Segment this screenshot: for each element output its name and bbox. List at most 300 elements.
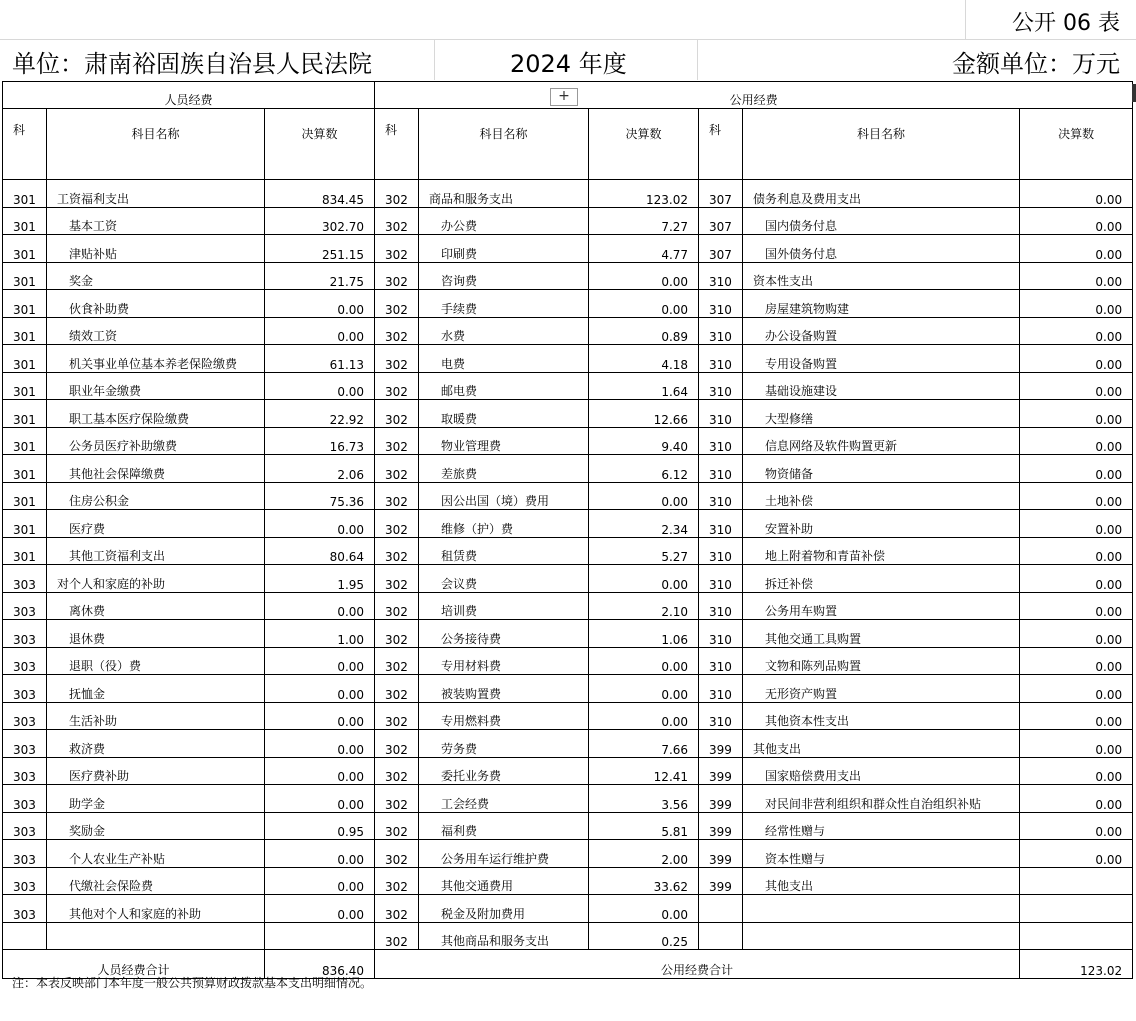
subject-code: 303: [3, 840, 47, 868]
final-amount: 0.00: [589, 702, 699, 730]
table-row: [3, 482, 1133, 510]
subject-name: 水费: [419, 317, 589, 345]
col-name: 科目名称: [743, 109, 1020, 180]
subject-name: 税金及附加费用: [419, 895, 589, 923]
subject-code: [3, 922, 47, 950]
table-row: [3, 317, 1133, 345]
subject-name: 工资福利支出: [47, 180, 265, 208]
subject-code: 302: [375, 785, 419, 813]
subject-code: 307: [699, 235, 743, 263]
final-amount: 0.00: [265, 647, 375, 675]
subject-name: 拆迁补偿: [743, 565, 1020, 593]
final-amount: 33.62: [589, 867, 699, 895]
subject-name: 其他支出: [743, 730, 1020, 758]
final-amount: 251.15: [265, 235, 375, 263]
subject-name: 奖励金: [47, 812, 265, 840]
subject-name: 咨询费: [419, 262, 589, 290]
form-number: 公开 06 表: [1012, 11, 1120, 36]
subject-code: 310: [699, 565, 743, 593]
table-row: [3, 812, 1133, 840]
subject-name: 医疗费补助: [47, 757, 265, 785]
final-amount: 0.89: [589, 317, 699, 345]
subject-name: 信息网络及软件购置更新: [743, 427, 1020, 455]
divider: [697, 40, 698, 80]
subject-code: 302: [375, 565, 419, 593]
subject-name: 医疗费: [47, 510, 265, 538]
subject-name: 国内债务付息: [743, 207, 1020, 235]
subject-name: 助学金: [47, 785, 265, 813]
subject-name: 其他对个人和家庭的补助: [47, 895, 265, 923]
subject-name: 取暖费: [419, 400, 589, 428]
subject-name: 个人农业生产补贴: [47, 840, 265, 868]
subject-name: 国外债务付息: [743, 235, 1020, 263]
subject-name: 公务员医疗补助缴费: [47, 427, 265, 455]
subject-code: 310: [699, 262, 743, 290]
final-amount: 0.00: [589, 482, 699, 510]
col-code: 科: [3, 109, 47, 180]
final-amount: 0.00: [265, 730, 375, 758]
final-amount: 0.00: [1020, 317, 1133, 345]
col-amount: 决算数: [1020, 109, 1133, 180]
subject-name: 手续费: [419, 290, 589, 318]
final-amount: 0.00: [1020, 647, 1133, 675]
subject-code: 310: [699, 647, 743, 675]
table-row: [3, 262, 1133, 290]
subject-code: 303: [3, 757, 47, 785]
final-amount: 0.00: [265, 702, 375, 730]
subject-code: 301: [3, 235, 47, 263]
final-amount: 61.13: [265, 345, 375, 373]
final-amount: 0.00: [589, 290, 699, 318]
subject-code: 303: [3, 647, 47, 675]
subject-code: 302: [375, 290, 419, 318]
final-amount: 0.95: [265, 812, 375, 840]
subject-code: 302: [375, 812, 419, 840]
final-amount: 0.00: [1020, 262, 1133, 290]
final-amount: 0.00: [589, 647, 699, 675]
final-amount: 22.92: [265, 400, 375, 428]
final-amount: 2.10: [589, 592, 699, 620]
table-row: [3, 565, 1133, 593]
subject-code: 310: [699, 482, 743, 510]
final-amount: 0.00: [265, 675, 375, 703]
subject-name: [47, 922, 265, 950]
subject-name: 机关事业单位基本养老保险缴费: [47, 345, 265, 373]
final-amount: 0.00: [265, 757, 375, 785]
final-amount: 0.00: [1020, 840, 1133, 868]
table-row: [3, 895, 1133, 923]
table-row: [3, 537, 1133, 565]
final-amount: 80.64: [265, 537, 375, 565]
subject-name: 救济费: [47, 730, 265, 758]
subject-code: 303: [3, 620, 47, 648]
subject-code: 301: [3, 207, 47, 235]
subject-name: 奖金: [47, 262, 265, 290]
final-amount: 0.00: [265, 510, 375, 538]
subject-code: 302: [375, 592, 419, 620]
subject-name: 委托业务费: [419, 757, 589, 785]
table-row: [3, 757, 1133, 785]
col-code: 科: [699, 109, 743, 180]
final-amount: 12.66: [589, 400, 699, 428]
subject-name: 基础设施建设: [743, 372, 1020, 400]
subject-name: 培训费: [419, 592, 589, 620]
subject-code: 301: [3, 510, 47, 538]
subject-code: 301: [3, 262, 47, 290]
subject-code: 302: [375, 235, 419, 263]
final-amount: 0.00: [1020, 372, 1133, 400]
subject-name: 资本性支出: [743, 262, 1020, 290]
col-name: 科目名称: [47, 109, 265, 180]
subject-code: 303: [3, 895, 47, 923]
table-row: [3, 702, 1133, 730]
final-amount: 0.00: [1020, 730, 1133, 758]
col-code: 科: [375, 109, 419, 180]
subject-code: 310: [699, 702, 743, 730]
subject-name: 其他商品和服务支出: [419, 922, 589, 950]
subject-code: 302: [375, 345, 419, 373]
subject-code: 301: [3, 372, 47, 400]
subject-code: 301: [3, 482, 47, 510]
subject-name: 因公出国（境）费用: [419, 482, 589, 510]
subject-name: 经常性赠与: [743, 812, 1020, 840]
subject-code: 303: [3, 565, 47, 593]
subject-code: 302: [375, 647, 419, 675]
subject-code: 307: [699, 180, 743, 208]
col-name: 科目名称: [419, 109, 589, 180]
final-amount: 0.00: [1020, 207, 1133, 235]
subject-code: 303: [3, 730, 47, 758]
subject-name: 伙食补助费: [47, 290, 265, 318]
subject-code: 310: [699, 400, 743, 428]
subject-name: 办公费: [419, 207, 589, 235]
final-amount: 75.36: [265, 482, 375, 510]
subject-name: 工会经费: [419, 785, 589, 813]
subject-code: 302: [375, 482, 419, 510]
subject-code: 301: [3, 317, 47, 345]
subject-code: 302: [375, 730, 419, 758]
subject-name: 土地补偿: [743, 482, 1020, 510]
subject-name: 福利费: [419, 812, 589, 840]
subject-code: 302: [375, 895, 419, 923]
subject-code: 310: [699, 592, 743, 620]
table-row: [3, 345, 1133, 373]
final-amount: 0.00: [265, 592, 375, 620]
final-amount: 0.00: [265, 290, 375, 318]
expand-button[interactable]: +: [550, 88, 578, 106]
final-amount: 0.00: [1020, 455, 1133, 483]
subject-name: 资本性赠与: [743, 840, 1020, 868]
scroll-handle[interactable]: [1132, 84, 1136, 102]
subject-code: 310: [699, 317, 743, 345]
final-amount: 4.18: [589, 345, 699, 373]
table-row: [3, 235, 1133, 263]
subject-name: 公务接待费: [419, 620, 589, 648]
final-amount: 7.66: [589, 730, 699, 758]
final-amount: 0.00: [1020, 592, 1133, 620]
final-amount: 2.06: [265, 455, 375, 483]
subject-code: [699, 895, 743, 923]
subject-code: 302: [375, 262, 419, 290]
subject-code: 310: [699, 427, 743, 455]
subject-name: 劳务费: [419, 730, 589, 758]
subject-code: 302: [375, 427, 419, 455]
final-amount: 0.00: [1020, 427, 1133, 455]
total-personnel-value: 836.40: [265, 950, 375, 979]
final-amount: 0.00: [1020, 675, 1133, 703]
final-amount: 1.64: [589, 372, 699, 400]
subject-name: 绩效工资: [47, 317, 265, 345]
subject-code: 301: [3, 400, 47, 428]
total-personnel-label: 人员经费合计: [3, 950, 265, 979]
subject-code: 310: [699, 537, 743, 565]
subject-code: 302: [375, 702, 419, 730]
subject-name: 职业年金缴费: [47, 372, 265, 400]
subject-code: 399: [699, 840, 743, 868]
final-amount: 0.25: [589, 922, 699, 950]
final-amount: 1.06: [589, 620, 699, 648]
subject-name: 物业管理费: [419, 427, 589, 455]
final-amount: 302.70: [265, 207, 375, 235]
subject-name: 邮电费: [419, 372, 589, 400]
final-amount: 0.00: [589, 262, 699, 290]
subject-name: 对个人和家庭的补助: [47, 565, 265, 593]
subject-code: 303: [3, 785, 47, 813]
subject-name: 退休费: [47, 620, 265, 648]
final-amount: 0.00: [1020, 565, 1133, 593]
subject-name: 安置补助: [743, 510, 1020, 538]
subject-code: 399: [699, 785, 743, 813]
subject-name: 其他社会保障缴费: [47, 455, 265, 483]
table-row: [3, 620, 1133, 648]
amount-unit-label: 金额单位：万元: [952, 50, 1120, 78]
subject-code: 301: [3, 455, 47, 483]
subject-name: 商品和服务支出: [419, 180, 589, 208]
table-row: [3, 455, 1133, 483]
subject-code: 301: [3, 537, 47, 565]
final-amount: 0.00: [1020, 345, 1133, 373]
subject-name: 被装购置费: [419, 675, 589, 703]
final-amount: 123.02: [589, 180, 699, 208]
subject-code: 302: [375, 922, 419, 950]
final-amount: 0.00: [1020, 785, 1133, 813]
subject-name: 公务用车购置: [743, 592, 1020, 620]
divider: [965, 0, 966, 40]
subject-code: 302: [375, 455, 419, 483]
table-row: [3, 290, 1133, 318]
final-amount: 0.00: [265, 840, 375, 868]
table-row: [3, 592, 1133, 620]
subject-name: 其他工资福利支出: [47, 537, 265, 565]
subject-name: 无形资产购置: [743, 675, 1020, 703]
subject-code: 307: [699, 207, 743, 235]
table-row: [3, 922, 1133, 950]
subject-code: 303: [3, 592, 47, 620]
subject-code: 399: [699, 730, 743, 758]
subject-name: 地上附着物和青苗补偿: [743, 537, 1020, 565]
subject-name: 文物和陈列品购置: [743, 647, 1020, 675]
total-public-label: 公用经费合计: [375, 950, 1020, 979]
column-header-row: [3, 109, 1133, 180]
subject-name: 生活补助: [47, 702, 265, 730]
section-personnel: 人员经费: [3, 82, 375, 109]
final-amount: 0.00: [265, 895, 375, 923]
final-amount: 12.41: [589, 757, 699, 785]
final-amount: 0.00: [1020, 510, 1133, 538]
subject-code: 302: [375, 180, 419, 208]
subject-name: 基本工资: [47, 207, 265, 235]
final-amount: 2.34: [589, 510, 699, 538]
final-amount: 0.00: [1020, 620, 1133, 648]
final-amount: 6.12: [589, 455, 699, 483]
table-row: [3, 207, 1133, 235]
table-row: [3, 510, 1133, 538]
subject-name: 专用设备购置: [743, 345, 1020, 373]
final-amount: 2.00: [589, 840, 699, 868]
table-row: [3, 785, 1133, 813]
subject-code: 301: [3, 290, 47, 318]
final-amount: 0.00: [1020, 180, 1133, 208]
final-amount: 0.00: [1020, 235, 1133, 263]
final-amount: [1020, 867, 1133, 895]
final-amount: 1.95: [265, 565, 375, 593]
table-row: [3, 400, 1133, 428]
subject-code: 310: [699, 675, 743, 703]
subject-code: 310: [699, 290, 743, 318]
subject-code: 399: [699, 757, 743, 785]
final-amount: 5.81: [589, 812, 699, 840]
col-amount: 决算数: [265, 109, 375, 180]
form-number-row: [0, 0, 1136, 40]
subject-code: 302: [375, 675, 419, 703]
col-amount: 决算数: [589, 109, 699, 180]
table-row: [3, 867, 1133, 895]
final-amount: 0.00: [1020, 702, 1133, 730]
subject-code: 301: [3, 180, 47, 208]
subject-name: 津贴补贴: [47, 235, 265, 263]
subject-code: 302: [375, 620, 419, 648]
table-note: 注：本表反映部门本年度一般公共预算财政拨款基本支出明细情况。: [12, 976, 373, 990]
subject-code: 399: [699, 812, 743, 840]
subject-name: [743, 895, 1020, 923]
table-row: [3, 647, 1133, 675]
final-amount: [265, 922, 375, 950]
subject-name: 大型修缮: [743, 400, 1020, 428]
subject-name: 其他交通费用: [419, 867, 589, 895]
subject-name: 代缴社会保险费: [47, 867, 265, 895]
subject-code: 303: [3, 867, 47, 895]
total-public-value: 123.02: [1020, 950, 1133, 979]
final-amount: 0.00: [265, 867, 375, 895]
final-amount: 0.00: [265, 372, 375, 400]
subject-code: 302: [375, 537, 419, 565]
subject-code: 302: [375, 400, 419, 428]
table-row: [3, 180, 1133, 208]
subject-code: 303: [3, 675, 47, 703]
subject-code: 310: [699, 372, 743, 400]
final-amount: 21.75: [265, 262, 375, 290]
subject-name: 其他支出: [743, 867, 1020, 895]
table-row: [3, 840, 1133, 868]
expenditure-table: [2, 81, 1133, 979]
final-amount: 7.27: [589, 207, 699, 235]
section-public: 公用经费: [375, 82, 1133, 109]
subject-code: 310: [699, 345, 743, 373]
subject-name: 其他交通工具购置: [743, 620, 1020, 648]
subject-name: 房屋建筑物购建: [743, 290, 1020, 318]
final-amount: 1.00: [265, 620, 375, 648]
subject-code: 301: [3, 345, 47, 373]
final-amount: [1020, 922, 1133, 950]
subject-name: 抚恤金: [47, 675, 265, 703]
subject-name: 国家赔偿费用支出: [743, 757, 1020, 785]
final-amount: 4.77: [589, 235, 699, 263]
subject-code: 302: [375, 867, 419, 895]
subject-name: 职工基本医疗保险缴费: [47, 400, 265, 428]
subject-name: 办公设备购置: [743, 317, 1020, 345]
table-row: [3, 675, 1133, 703]
final-amount: 0.00: [1020, 812, 1133, 840]
final-amount: 0.00: [265, 317, 375, 345]
subject-name: 差旅费: [419, 455, 589, 483]
subject-name: 维修（护）费: [419, 510, 589, 538]
final-amount: 0.00: [1020, 537, 1133, 565]
final-amount: 0.00: [1020, 482, 1133, 510]
final-amount: 9.40: [589, 427, 699, 455]
subject-name: 退职（役）费: [47, 647, 265, 675]
subject-name: 离休费: [47, 592, 265, 620]
final-amount: [1020, 895, 1133, 923]
unit-label: 单位：肃南裕固族自治县人民法院: [12, 50, 372, 78]
final-amount: 0.00: [1020, 757, 1133, 785]
subject-name: 专用燃料费: [419, 702, 589, 730]
subject-name: 电费: [419, 345, 589, 373]
subject-name: 对民间非营利组织和群众性自治组织补贴: [743, 785, 1020, 813]
final-amount: 0.00: [589, 895, 699, 923]
table-row: [3, 730, 1133, 758]
subject-name: 租赁费: [419, 537, 589, 565]
subject-name: 会议费: [419, 565, 589, 593]
subject-name: 公务用车运行维护费: [419, 840, 589, 868]
subject-code: 302: [375, 317, 419, 345]
subject-code: 302: [375, 207, 419, 235]
subject-name: 其他资本性支出: [743, 702, 1020, 730]
report-header: [0, 40, 1136, 80]
subject-name: 债务利息及费用支出: [743, 180, 1020, 208]
subject-name: 印刷费: [419, 235, 589, 263]
subject-code: 310: [699, 620, 743, 648]
subject-code: 301: [3, 427, 47, 455]
subject-code: 302: [375, 757, 419, 785]
divider: [434, 40, 435, 80]
final-amount: 834.45: [265, 180, 375, 208]
subject-name: [743, 922, 1020, 950]
subject-name: 住房公积金: [47, 482, 265, 510]
table-row: [3, 372, 1133, 400]
final-amount: 0.00: [1020, 290, 1133, 318]
year-label: 2024 年度: [510, 50, 627, 78]
subject-code: 303: [3, 812, 47, 840]
subject-code: 310: [699, 510, 743, 538]
final-amount: 16.73: [265, 427, 375, 455]
subject-code: 399: [699, 867, 743, 895]
subject-code: 303: [3, 702, 47, 730]
final-amount: 0.00: [589, 565, 699, 593]
subject-name: 物资储备: [743, 455, 1020, 483]
final-amount: 0.00: [1020, 400, 1133, 428]
subject-code: 302: [375, 510, 419, 538]
final-amount: 5.27: [589, 537, 699, 565]
